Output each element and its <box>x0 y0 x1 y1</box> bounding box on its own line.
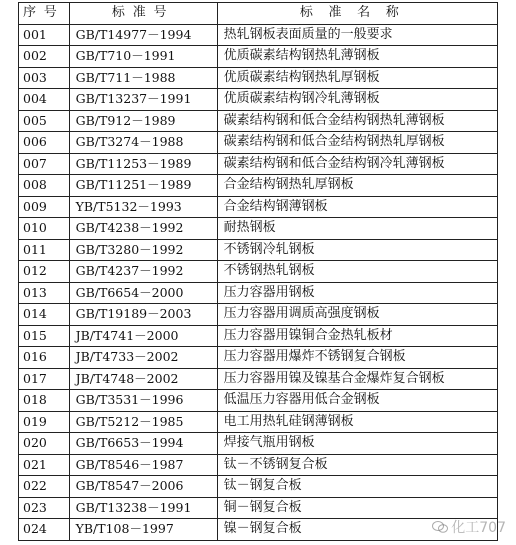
standard-number-cell: GB/T3274－1988 <box>69 132 217 154</box>
standard-number-cell: GB/T3531－1996 <box>69 390 217 412</box>
standard-number-cell: GB/T3280－1992 <box>69 239 217 261</box>
standard-name-cell: 碳素结构钢和低合金结构钢热轧厚钢板 <box>217 132 497 154</box>
table-row <box>19 476 498 498</box>
standard-number-cell: GB/T6654－2000 <box>69 282 217 304</box>
wechat-icon <box>432 521 448 533</box>
standard-number-cell: JB/T4733－2002 <box>69 347 217 369</box>
standard-number-cell: GB/T6653－1994 <box>69 433 217 455</box>
table-row <box>19 261 498 283</box>
table-row <box>19 24 498 46</box>
table-row <box>19 304 498 326</box>
standard-name-cell: 不锈钢冷轧钢板 <box>217 239 497 261</box>
standard-name-cell: 焊接气瓶用钢板 <box>217 433 497 455</box>
table-row <box>19 67 498 89</box>
standard-name-cell: 镍－钢复合板 <box>217 519 497 541</box>
standard-name-cell: 不锈钢热轧钢板 <box>217 261 497 283</box>
standard-number-cell: GB/T11251－1989 <box>69 175 217 197</box>
table-row <box>19 46 498 68</box>
serial-number-cell: 019 <box>19 411 70 433</box>
table-body <box>19 24 498 540</box>
standard-number-cell: GB/T11253－1989 <box>69 153 217 175</box>
standards-table <box>18 2 498 541</box>
serial-number-cell: 023 <box>19 497 70 519</box>
standard-name-cell: 热轧钢板表面质量的一般要求 <box>217 24 497 46</box>
standard-number-cell: GB/T710－1991 <box>69 46 217 68</box>
serial-number-cell: 009 <box>19 196 70 218</box>
serial-number-cell: 008 <box>19 175 70 197</box>
serial-number-cell: 018 <box>19 390 70 412</box>
table-row <box>19 347 498 369</box>
watermark <box>432 517 506 537</box>
serial-number-cell: 013 <box>19 282 70 304</box>
table-row <box>19 153 498 175</box>
serial-number-cell: 011 <box>19 239 70 261</box>
table-row <box>19 454 498 476</box>
serial-number-cell: 010 <box>19 218 70 240</box>
serial-number-cell: 006 <box>19 132 70 154</box>
table-row <box>19 368 498 390</box>
standard-name-cell: 钛－不锈钢复合板 <box>217 454 497 476</box>
standard-number-cell: GB/T4238－1992 <box>69 218 217 240</box>
standard-name-cell: 压力容器用镍铜合金热轧板材 <box>217 325 497 347</box>
serial-number-cell: 016 <box>19 347 70 369</box>
serial-number-cell: 024 <box>19 519 70 541</box>
standard-number-cell: GB/T912－1989 <box>69 110 217 132</box>
serial-number-cell: 007 <box>19 153 70 175</box>
table-row <box>19 411 498 433</box>
serial-number-cell: 022 <box>19 476 70 498</box>
standard-name-cell: 压力容器用爆炸不锈钢复合钢板 <box>217 347 497 369</box>
standard-number-cell: GB/T14977－1994 <box>69 24 217 46</box>
standard-name-cell: 压力容器用钢板 <box>217 282 497 304</box>
table-row <box>19 282 498 304</box>
standard-number-cell: GB/T5212－1985 <box>69 411 217 433</box>
table-row <box>19 497 498 519</box>
standard-name-cell: 合金结构钢薄钢板 <box>217 196 497 218</box>
serial-number-cell: 003 <box>19 67 70 89</box>
standard-number-cell: GB/T13237－1991 <box>69 89 217 111</box>
serial-number-cell: 021 <box>19 454 70 476</box>
serial-number-cell: 012 <box>19 261 70 283</box>
standard-number-cell: GB/T8547－2006 <box>69 476 217 498</box>
serial-number-cell: 002 <box>19 46 70 68</box>
table-row <box>19 110 498 132</box>
table-header-row <box>19 3 498 25</box>
standard-name-cell: 优质碳素结构钢冷轧薄钢板 <box>217 89 497 111</box>
header-standard-name: 标准名称 <box>217 3 497 25</box>
table-row <box>19 239 498 261</box>
table-row <box>19 325 498 347</box>
standard-name-cell: 压力容器用镍及镍基合金爆炸复合钢板 <box>217 368 497 390</box>
table-row <box>19 175 498 197</box>
standard-name-cell: 优质碳素结构钢热轧厚钢板 <box>217 67 497 89</box>
standard-number-cell: GB/T711－1988 <box>69 67 217 89</box>
standard-number-cell: JB/T4748－2002 <box>69 368 217 390</box>
standards-table-container <box>18 2 498 541</box>
serial-number-cell: 014 <box>19 304 70 326</box>
standard-name-cell: 碳素结构钢和低合金结构钢冷轧薄钢板 <box>217 153 497 175</box>
standard-number-cell: JB/T4741－2000 <box>69 325 217 347</box>
standard-number-cell: YB/T5132－1993 <box>69 196 217 218</box>
standard-name-cell: 碳素结构钢和低合金结构钢热轧薄钢板 <box>217 110 497 132</box>
standard-name-cell: 低温压力容器用低合金钢板 <box>217 390 497 412</box>
standard-name-cell: 钛－钢复合板 <box>217 476 497 498</box>
serial-number-cell: 017 <box>19 368 70 390</box>
header-serial-number: 序号 <box>19 3 70 25</box>
standard-number-cell: GB/T13238－1991 <box>69 497 217 519</box>
standard-number-cell: GB/T8546－1987 <box>69 454 217 476</box>
standard-number-cell: GB/T19189－2003 <box>69 304 217 326</box>
table-row <box>19 218 498 240</box>
standard-name-cell: 合金结构钢热轧厚钢板 <box>217 175 497 197</box>
table-row <box>19 89 498 111</box>
watermark-text: 化工707 <box>451 520 506 536</box>
standard-number-cell: YB/T108－1997 <box>69 519 217 541</box>
standard-name-cell: 压力容器用调质高强度钢板 <box>217 304 497 326</box>
standard-name-cell: 优质碳素结构钢热轧薄钢板 <box>217 46 497 68</box>
standard-name-cell: 电工用热轧硅钢薄钢板 <box>217 411 497 433</box>
table-row <box>19 519 498 541</box>
standard-name-cell: 耐热钢板 <box>217 218 497 240</box>
table-row <box>19 390 498 412</box>
standard-number-cell: GB/T4237－1992 <box>69 261 217 283</box>
serial-number-cell: 001 <box>19 24 70 46</box>
serial-number-cell: 015 <box>19 325 70 347</box>
table-row <box>19 433 498 455</box>
header-standard-number: 标准号 <box>69 3 217 25</box>
table-row <box>19 196 498 218</box>
table-row <box>19 132 498 154</box>
serial-number-cell: 005 <box>19 110 70 132</box>
serial-number-cell: 004 <box>19 89 70 111</box>
standard-name-cell: 铜－钢复合板 <box>217 497 497 519</box>
serial-number-cell: 020 <box>19 433 70 455</box>
